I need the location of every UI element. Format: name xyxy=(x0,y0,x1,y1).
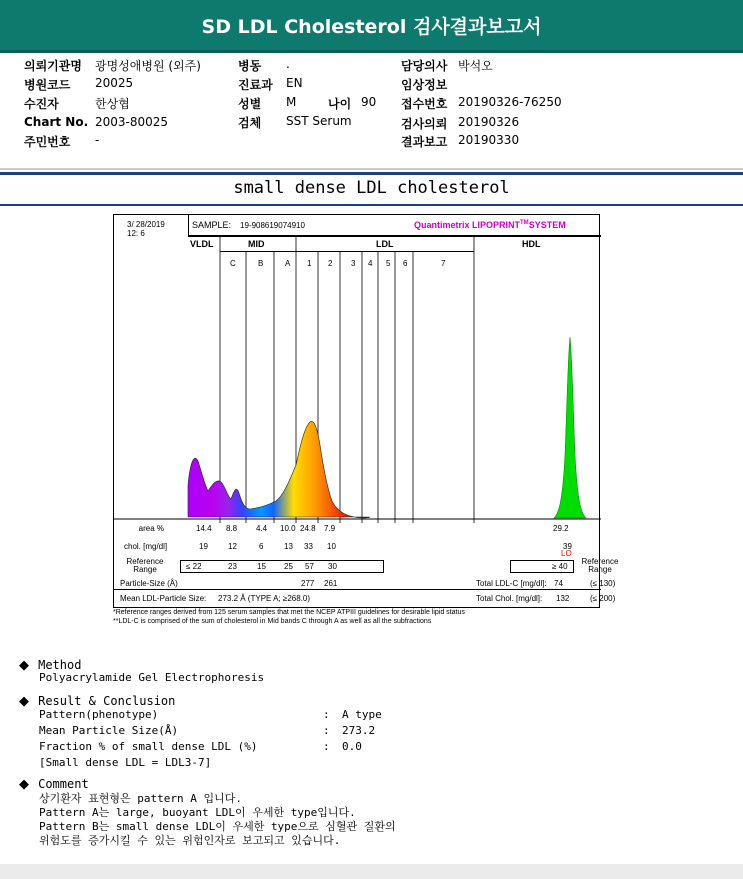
department-value: EN xyxy=(286,76,303,90)
ref-hdl: ≥ 40 xyxy=(552,562,568,571)
band-3: 3 xyxy=(351,259,356,268)
chol-hdl-flag: LO xyxy=(561,549,572,558)
ref-vldl: ≤ 22 xyxy=(186,562,202,571)
report-date-label: 결과보고 xyxy=(401,135,448,149)
result-value-size: 273.2 xyxy=(342,724,376,737)
chol-b: 6 xyxy=(259,542,264,551)
report-title xyxy=(0,0,743,50)
total-ldl-label: Total LDL-C [mg/dl]: xyxy=(476,579,547,588)
report-time: 12: 6 xyxy=(127,229,145,238)
report-row-line xyxy=(114,589,601,590)
comment-line-4: 위험도를 증가시킬 수 있는 위험인자로 보고되고 있습니다. xyxy=(39,834,341,847)
sample-label: SAMPLE: xyxy=(192,220,232,230)
area-ldl2: 7.9 xyxy=(324,524,336,533)
bottom-strip xyxy=(0,864,743,879)
mean-size-label: Mean LDL-Particle Size: xyxy=(120,594,207,603)
section-bottom-rule xyxy=(0,204,743,206)
sex-value: M xyxy=(286,95,297,109)
area-ldl1: 24.8 xyxy=(300,524,316,533)
footnotes xyxy=(113,608,465,626)
area-a: 10.0 xyxy=(280,524,296,533)
hospital-name-label: 의뢰기관명 xyxy=(24,59,82,73)
row-label-chol: chol. [mg/dl] xyxy=(124,542,168,551)
system-name-text: Quantimetrix LIPOPRINT xyxy=(414,220,521,230)
age-label: 나이 xyxy=(328,97,352,111)
lipoprint-report xyxy=(113,214,619,608)
total-ldl-value: 74 xyxy=(554,579,563,588)
total-chol-value: 132 xyxy=(556,594,570,603)
request-date-value: 20190326 xyxy=(458,115,520,129)
result-label-fraction: Fraction % of small dense LDL (%) xyxy=(39,740,258,753)
electropherogram xyxy=(114,215,601,609)
ldl-peak-curve xyxy=(188,421,370,518)
patient-name-value: 한상협 xyxy=(95,97,130,111)
vldl-label: VLDL xyxy=(190,239,214,249)
specimen-value: SST Serum xyxy=(286,114,352,128)
ref-a: 25 xyxy=(284,562,293,571)
result-colon-size: : xyxy=(323,724,330,737)
row-label-ref xyxy=(126,558,164,574)
total-ldl-ref: (≤ 130) xyxy=(590,579,616,588)
patient-name-label: 수진자 xyxy=(24,97,59,111)
result-note: [Small dense LDL = LDL3-7] xyxy=(39,756,212,769)
hdl-label: HDL xyxy=(522,239,541,249)
band-b: B xyxy=(258,259,264,268)
comment-line-3: Pattern B는 small dense LDL이 우세한 type으로 심혈관 질환의 xyxy=(39,820,396,833)
section-top-rule xyxy=(0,172,743,175)
comment-heading: Comment xyxy=(38,777,89,791)
header-divider xyxy=(0,168,743,170)
age-value: 90 xyxy=(361,95,377,109)
ref-label-right xyxy=(580,558,620,574)
footnote-2: **LDL-C is comprised of the sum of cholesterol in Mid bands C through A as well as all the subfractions xyxy=(113,618,432,625)
band-5: 5 xyxy=(386,259,391,268)
chol-hdl: 39 xyxy=(563,542,572,551)
band-c: C xyxy=(230,259,236,268)
report-date-value: 20190330 xyxy=(458,133,520,147)
diamond-bullet-icon: ◆ xyxy=(19,777,29,792)
band-a: A xyxy=(285,259,291,268)
doctor-value: 박석오 xyxy=(458,59,493,73)
system-suffix: SYSTEM xyxy=(528,220,566,230)
area-vldl: 14.4 xyxy=(196,524,212,533)
receipt-no-value: 20190326-76250 xyxy=(458,95,562,109)
result-heading: Result & Conclusion xyxy=(38,694,176,708)
area-c: 8.8 xyxy=(226,524,238,533)
result-value-fraction: 0.0 xyxy=(342,740,362,753)
sex-label: 성별 xyxy=(238,97,262,111)
mid-label: MID xyxy=(248,239,265,249)
particle-ldl1: 277 xyxy=(301,579,315,588)
chol-c: 12 xyxy=(228,542,237,551)
clinical-info-label: 임상정보 xyxy=(401,78,448,92)
ref-ldl1: 57 xyxy=(305,562,314,571)
report-title-text: SD LDL Cholesterol 검사결과보고서 xyxy=(201,15,542,38)
row-label-area: area % xyxy=(138,524,164,533)
ref-right-line1: Reference xyxy=(581,557,619,566)
chol-a: 13 xyxy=(284,542,293,551)
band-2: 2 xyxy=(328,259,333,268)
hdl-peak-curve xyxy=(554,337,586,518)
ward-label: 병동 xyxy=(238,59,262,73)
result-colon-pattern: : xyxy=(323,708,330,721)
mean-size-value: 273.2 Å (TYPE A; ≥268.0) xyxy=(218,594,310,603)
area-hdl: 29.2 xyxy=(553,524,569,533)
comment-line-1: 상기환자 표현형은 pattern A 입니다. xyxy=(39,792,242,805)
method-text: Polyacrylamide Gel Electrophoresis xyxy=(39,671,265,684)
band-4: 4 xyxy=(368,259,373,268)
diamond-bullet-icon: ◆ xyxy=(19,694,29,709)
chol-ldl1: 33 xyxy=(304,542,313,551)
band-7: 7 xyxy=(441,259,446,268)
title-underline xyxy=(0,50,743,53)
ref-label-line2: Range xyxy=(133,565,157,574)
result-section xyxy=(19,690,175,709)
ref-b: 15 xyxy=(257,562,266,571)
resident-no-label: 주민번호 xyxy=(24,135,71,149)
chart-no-label: Chart No. xyxy=(24,115,89,129)
report-date: 3/ 28/2019 xyxy=(127,220,165,229)
total-chol-ref: (≤ 200) xyxy=(590,594,616,603)
particle-ldl2: 261 xyxy=(324,579,338,588)
diamond-bullet-icon: ◆ xyxy=(19,658,29,673)
sample-id: 19-908619074910 xyxy=(240,221,305,230)
result-label-size: Mean Particle Size(Å) xyxy=(39,724,179,737)
result-colon-fraction: : xyxy=(323,740,330,753)
system-tm: TM xyxy=(520,220,529,226)
ref-ldl2: 30 xyxy=(328,562,337,571)
method-heading: Method xyxy=(38,658,82,672)
hospital-name-value: 광명성애병원 (외주) xyxy=(95,59,201,73)
chol-vldl: 19 xyxy=(199,542,208,551)
total-chol-label: Total Chol. [mg/dl]: xyxy=(476,594,543,603)
ldl-label: LDL xyxy=(376,239,394,249)
particle-size-label: Particle-Size (Å) xyxy=(120,579,178,588)
ref-c: 23 xyxy=(228,562,237,571)
band-6: 6 xyxy=(403,259,408,268)
chart-no-value: 2003-80025 xyxy=(95,115,169,129)
band-1: 1 xyxy=(307,259,312,268)
comment-line-2: Pattern A는 large, buoyant LDL이 우세한 type입니다. xyxy=(39,806,356,819)
doctor-label: 담당의사 xyxy=(401,59,448,73)
receipt-no-label: 접수번호 xyxy=(401,97,448,111)
ward-value: . xyxy=(286,57,290,71)
hospital-code-value: 20025 xyxy=(95,76,134,90)
request-date-label: 검사의뢰 xyxy=(401,117,448,131)
result-label-pattern: Pattern(phenotype) xyxy=(39,708,159,721)
section-title: small dense LDL cholesterol xyxy=(233,178,510,198)
result-value-pattern: A type xyxy=(342,708,382,721)
band-dividers xyxy=(220,237,474,523)
hospital-code-label: 병원코드 xyxy=(24,78,71,92)
ref-label-line1: Reference xyxy=(126,557,164,566)
reference-box xyxy=(180,560,384,573)
specimen-label: 검체 xyxy=(238,116,262,130)
ref-right-line2: Range xyxy=(588,565,612,574)
chol-ldl2: 10 xyxy=(327,542,336,551)
resident-no-value: - xyxy=(95,133,100,147)
department-label: 진료과 xyxy=(238,78,273,92)
area-b: 4.4 xyxy=(256,524,268,533)
footnote-1: *Reference ranges derived from 125 serum samples that met the NCEP ATPIII guidelines for desirable lipid status xyxy=(113,609,465,616)
